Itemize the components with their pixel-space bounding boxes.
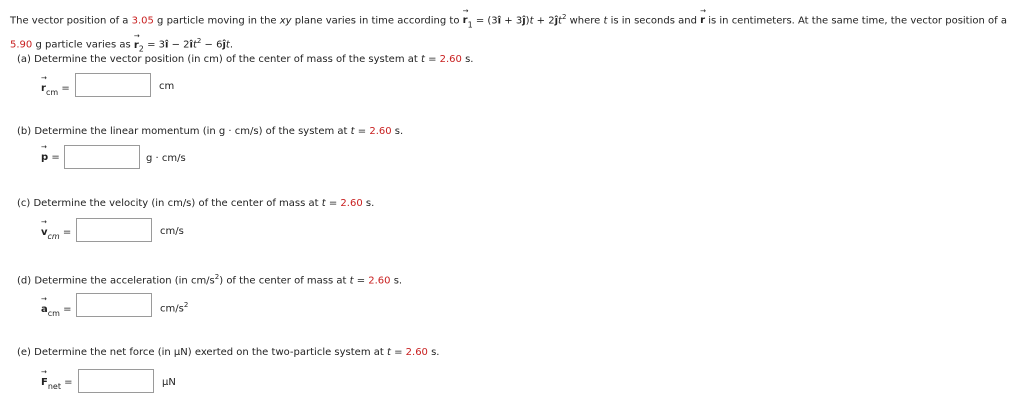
a-cm-answer-input[interactable] <box>76 293 152 317</box>
v-cm-label: → $v_{cm}$ = <box>41 227 71 241</box>
part-e-question: (e) Determine the net force (in µN) exerted on the two-particle system at t = 2.60 s. <box>17 347 440 358</box>
part-a-question: (a) Determine the vector position (in cm) of the center of mass of the system at t = 2.60 s. <box>17 54 474 65</box>
f-net-answer-input[interactable] <box>78 369 154 393</box>
f-net-unit: µN <box>162 377 176 388</box>
mass-1: 3.05 <box>131 15 154 27</box>
r-cm-answer-input[interactable] <box>75 73 151 97</box>
r-vector: → r <box>700 12 705 29</box>
r1-vector: → r <box>463 12 468 29</box>
part-b-question: (b) Determine the linear momentum (in g · cm/s) of the system at t = 2.60 s. <box>17 126 404 137</box>
v-cm-unit: cm/s <box>160 226 184 237</box>
part-c-question: (c) Determine the velocity (in cm/s) of the center of mass at t = 2.60 s. <box>17 198 375 209</box>
p-unit: g · cm/s <box>146 153 186 164</box>
p-label: → p = <box>41 152 60 163</box>
f-net-label: → $F_{net}$ = <box>41 377 73 391</box>
part-d-question: (d) Determine the acceleration (in $cm/s^2$) of the center of mass at t = 2.60 s. <box>17 273 403 287</box>
problem-statement: The vector position of a 3.05 g particle moving in the xy plane varies in time according to → $r_1$ = (3î + 3ĵ)t + $2ĵt^2$ where t is in seconds and → r is in centimeters. At the same time, the vector position of a 5.90 g particle varies as → $r_2$ = 3î − $2ît^2$ − 6ĵt. <box>10 9 1018 58</box>
r-cm-unit: cm <box>159 81 175 92</box>
r-cm-label: → $r_{cm}$ = <box>41 83 70 97</box>
v-cm-answer-input[interactable] <box>76 218 152 242</box>
r2-vector: → r <box>134 37 139 54</box>
mass-2: 5.90 <box>10 39 33 51</box>
p-answer-input[interactable] <box>64 145 140 169</box>
a-cm-unit: $cm/s^2$ <box>160 301 189 315</box>
a-cm-label: → $a_{cm}$ = <box>41 304 72 318</box>
